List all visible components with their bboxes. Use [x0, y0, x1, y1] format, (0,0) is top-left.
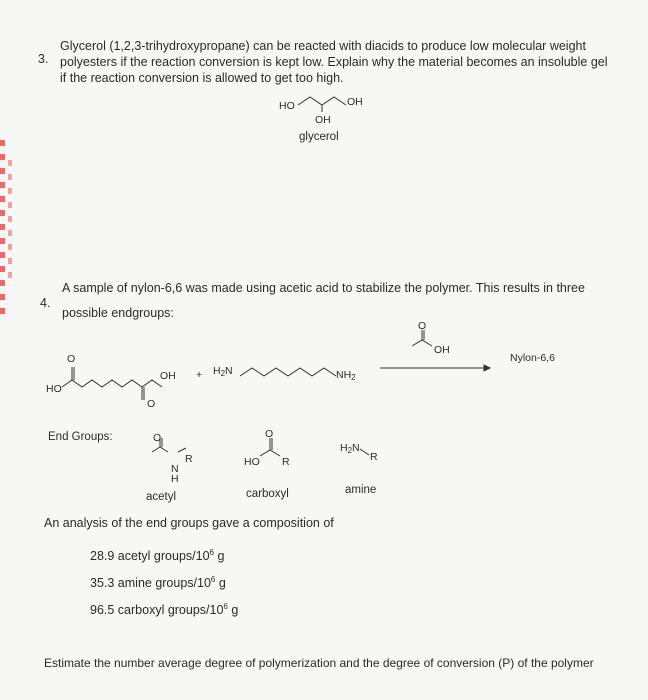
acetic-acid-oh: OH: [434, 344, 450, 356]
adipic-o-bottom: O: [147, 398, 156, 410]
amine-caption: amine: [345, 484, 377, 496]
amine-structure: $H_2N$: [340, 442, 360, 455]
amine-r: R: [370, 451, 378, 463]
q3-line-3: if the reaction conversion is allowed to get too high.: [60, 71, 344, 85]
amine-bond: [358, 446, 374, 458]
diamine-h2n: $H_2N$: [213, 365, 233, 378]
composition-acetyl: 28.9 acetyl groups/$10^6$ g: [90, 548, 225, 563]
acetic-acid-o: O: [418, 320, 427, 332]
acetyl-caption: acetyl: [146, 491, 177, 503]
composition-carboxyl: 96.5 carboxyl groups/$10^6$ g: [90, 602, 239, 617]
page-edge-decoration: [0, 140, 5, 320]
q4-line-1: A sample of nylon-6,6 was made using acetic acid to stabilize the polymer. This results in three: [62, 281, 585, 295]
glycerol-caption: glycerol: [299, 131, 339, 143]
adipic-o-top: O: [67, 353, 76, 365]
acetyl-n: N: [171, 463, 179, 475]
q4-line-2: possible endgroups:: [62, 306, 174, 320]
q3-number: 3.: [38, 52, 49, 66]
carboxyl-o: O: [265, 428, 274, 440]
carboxyl-caption: carboxyl: [246, 488, 289, 500]
analysis-intro: An analysis of the end groups gave a composition of: [44, 516, 334, 530]
product-label: Nylon-6,6: [510, 352, 555, 364]
carboxyl-ho: HO: [244, 456, 260, 468]
diamine-nh2: $NH_2$: [336, 369, 356, 382]
page-edge-decoration: [8, 160, 12, 280]
glycerol-oh-bottom: OH: [315, 114, 331, 126]
q4-number: 4.: [40, 296, 51, 310]
composition-amine: 35.3 amine groups/$10^6$ g: [90, 575, 226, 590]
glycerol-ho: HO: [279, 100, 295, 112]
q3-line-1: Glycerol (1,2,3-trihydroxypropane) can be reacted with diacids to produce low molecular weight: [60, 39, 586, 53]
end-groups-label: End Groups:: [48, 431, 113, 443]
adipic-oh: OH: [160, 370, 176, 382]
adipic-ho: HO: [46, 383, 62, 395]
reaction-plus: +: [196, 369, 203, 381]
task-text: Estimate the number average degree of polymerization and the degree of conversion (P) of the polymer: [44, 656, 594, 670]
glycerol-oh-right: OH: [347, 96, 363, 108]
acetyl-o: O: [153, 432, 162, 444]
acetyl-h: H: [171, 473, 179, 485]
carboxyl-r: R: [282, 456, 290, 468]
acetyl-r: R: [185, 453, 193, 465]
q3-line-2: polyesters if the reaction conversion is kept low. Explain why the material becomes an insoluble gel: [60, 55, 608, 69]
